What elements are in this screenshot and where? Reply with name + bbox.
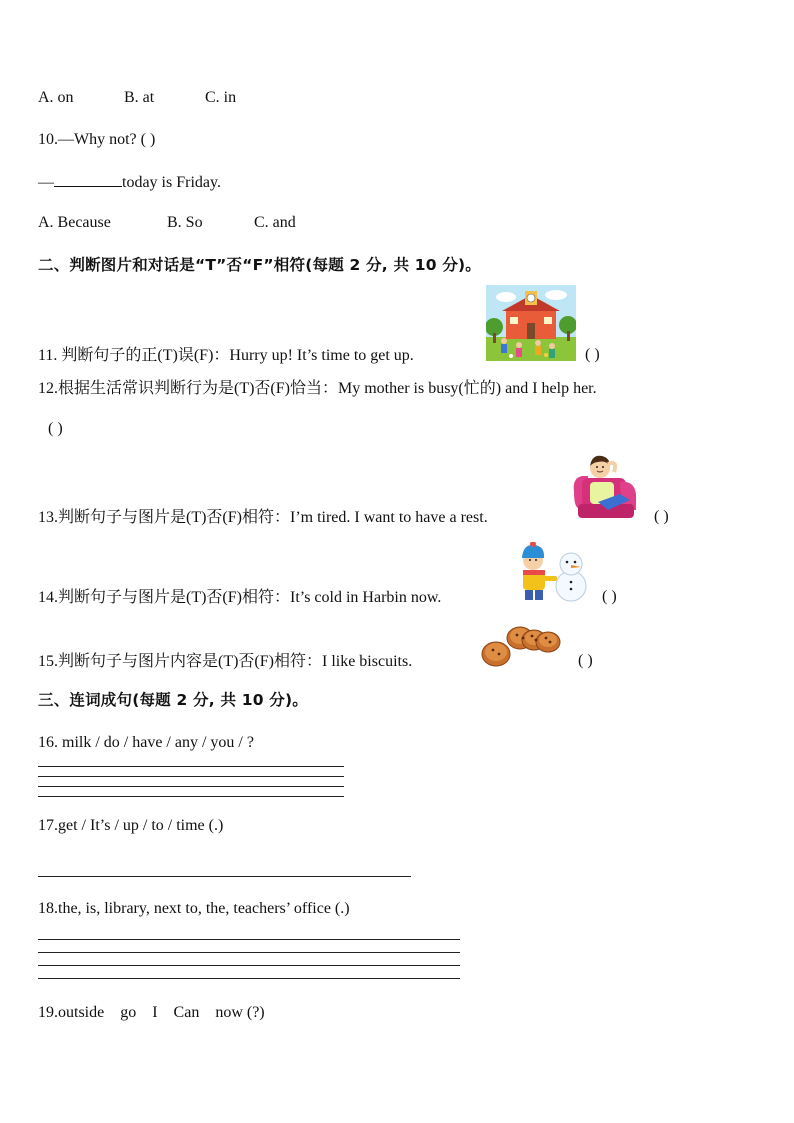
q10-answer-blank[interactable]: [54, 171, 122, 187]
boy-resting-armchair-picture: [568, 448, 643, 524]
q10-answer-dash: —: [38, 174, 54, 191]
q12-answer-paren[interactable]: ( ): [48, 420, 63, 437]
q9-option-c: C. in: [205, 89, 237, 106]
q12-text: 12.根据生活常识判断行为是(T)否(F)恰当：My mother is busy(忙的) and I help her.: [38, 380, 597, 397]
q15-text: 15.判断句子与图片内容是(T)否(F)相符：I like biscuits.: [38, 653, 413, 670]
q13-answer-paren[interactable]: ( ): [654, 508, 669, 525]
q16-answer-line-3[interactable]: [38, 786, 344, 787]
school-children-running-picture: [486, 285, 576, 361]
q16-answer-line-1[interactable]: [38, 766, 344, 767]
q10-options: [38, 213, 296, 233]
q18-answer-line-3[interactable]: [38, 965, 460, 966]
q17-text: 17.get / It’s / up / to / time (.): [38, 817, 224, 834]
q19-text: 19.outside go I Can now (?): [38, 1004, 265, 1021]
q10-answer-text: today is Friday.: [122, 174, 221, 191]
q18-answer-line-1[interactable]: [38, 939, 460, 940]
q16-answer-line-4[interactable]: [38, 796, 344, 797]
section2-title: 二、判断图片和对话是“T”否“F”相符(每题 2 分, 共 10 分)。: [38, 256, 482, 274]
q9-option-b: B. at: [124, 89, 155, 106]
q11-answer-paren[interactable]: ( ): [585, 346, 600, 363]
q18-answer-line-2[interactable]: [38, 952, 460, 953]
q10-option-c: C. and: [254, 214, 296, 231]
q13-text: 13.判断句子与图片是(T)否(F)相符：I’m tired. I want to have a rest.: [38, 509, 488, 526]
q15-answer-paren[interactable]: ( ): [578, 652, 593, 669]
q14-text: 14.判断句子与图片是(T)否(F)相符：It’s cold in Harbin now.: [38, 589, 442, 606]
q10-option-a: A. Because: [38, 214, 111, 231]
boy-snowman-picture: [515, 542, 595, 604]
biscuits-picture: [480, 624, 566, 672]
q14-answer-paren[interactable]: ( ): [602, 588, 617, 605]
q10-option-b: B. So: [167, 214, 203, 231]
q18-text: 18.the, is, library, next to, the, teachers’ office (.): [38, 900, 350, 917]
q18-answer-line-4[interactable]: [38, 978, 460, 979]
q11-text: 11. 判断句子的正(T)误(F)：Hurry up! It’s time to get up.: [38, 347, 414, 364]
q10-question: 10.—Why not? ( ): [38, 131, 156, 148]
section3-title: 三、连词成句(每题 2 分, 共 10 分)。: [38, 691, 308, 709]
q9-options: [38, 88, 236, 108]
q17-answer-line[interactable]: [38, 876, 411, 877]
q9-option-a: A. on: [38, 89, 74, 106]
q10-answer: [38, 171, 221, 193]
q16-answer-line-2[interactable]: [38, 776, 344, 777]
q16-text: 16. milk / do / have / any / you / ?: [38, 734, 254, 751]
